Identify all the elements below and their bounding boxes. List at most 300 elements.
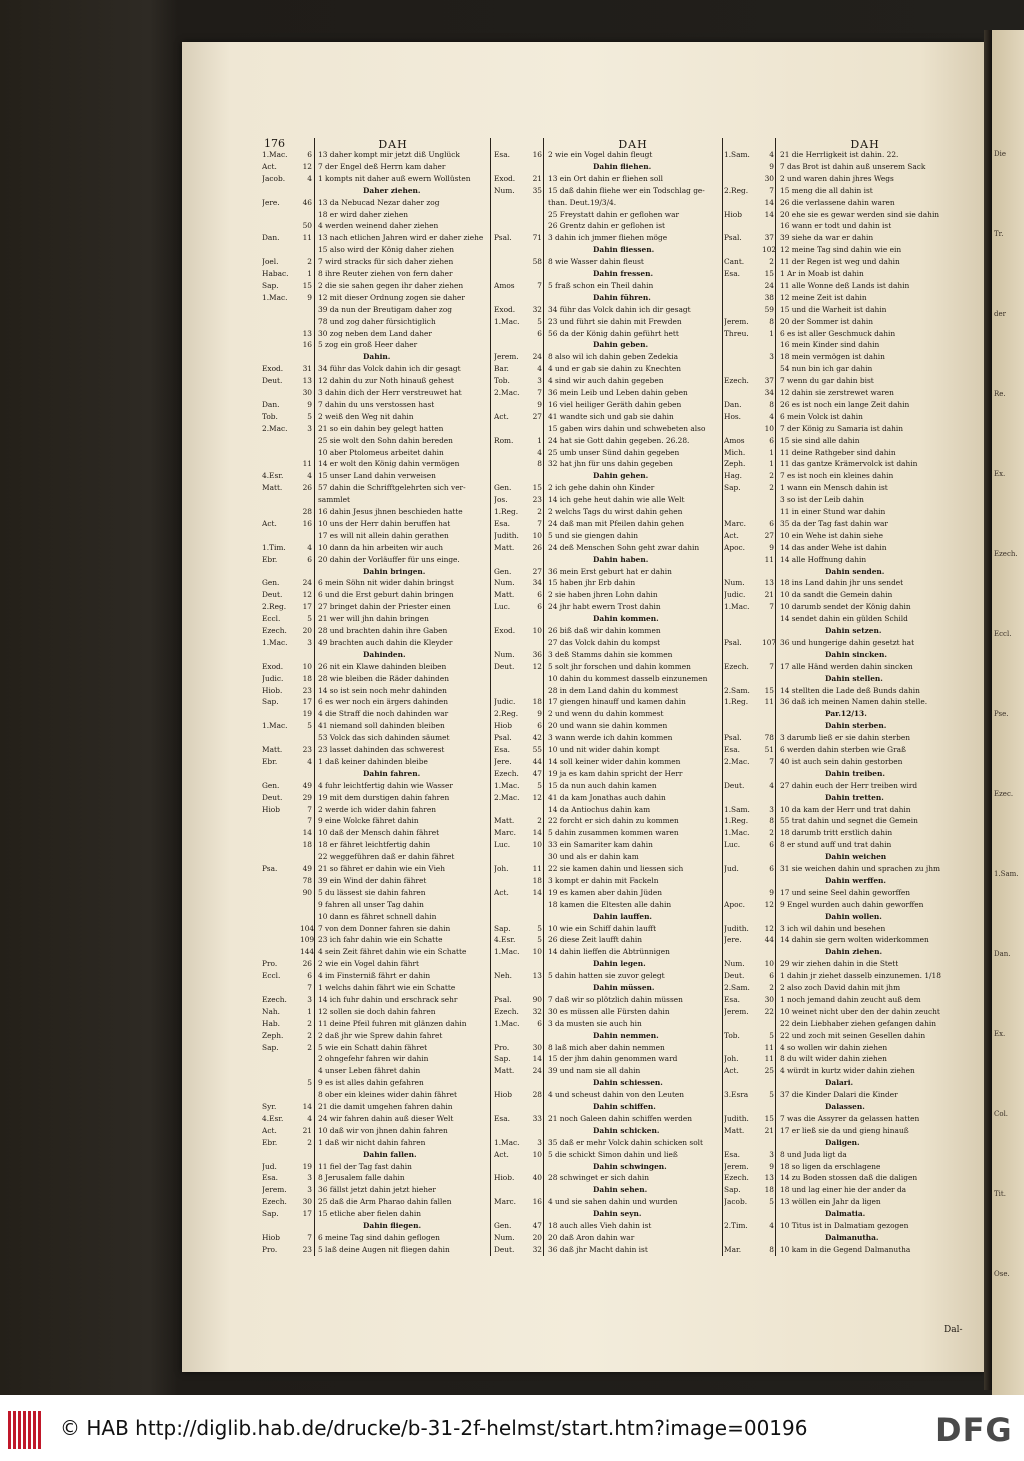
chapter-ref: 7: [307, 983, 312, 992]
index-entry: [262, 1102, 484, 1112]
entry-text: 36 fällst jetzt dahin jetzt hieher: [318, 1185, 436, 1195]
index-entry: [262, 459, 484, 469]
index-entry: [494, 507, 724, 517]
entry-text: 4 würdt in kurtz wider dahin ziehen: [780, 1066, 915, 1076]
entry-text: 18 mein vermögen ist dahin: [780, 352, 885, 362]
index-entry: [494, 495, 724, 505]
entry-text: 8 laß mich aber dahin nemmen: [548, 1042, 665, 1052]
index-entry: [724, 555, 956, 565]
chapter-ref: 6: [769, 864, 774, 873]
column-divider-left: [722, 138, 723, 1256]
entry-text: 7 es ist noch ein kleines dahin: [780, 471, 894, 481]
entry-text: 40 ist auch sein dahin gestorben: [780, 756, 903, 766]
entry-text: 25 Freystatt dahin er geflohen war: [548, 209, 680, 219]
chapter-ref: 34: [764, 388, 774, 397]
entry-heading: Dahin werffen.: [825, 875, 886, 885]
index-entry: [724, 793, 956, 803]
index-entry: [494, 424, 724, 434]
chapter-ref: 55: [532, 745, 542, 754]
index-entry: [494, 1209, 724, 1219]
index-entry: [494, 709, 724, 719]
chapter-ref: 5: [769, 1090, 774, 1100]
index-entry: [724, 352, 956, 362]
chapter-ref: 26: [302, 959, 312, 969]
entry-text: 5 du lässest sie dahin fahren: [318, 887, 426, 897]
index-entry: [262, 1233, 484, 1243]
entry-text: 15 haben jhr Erb dahin: [548, 578, 636, 588]
book-ref: 2.Tim.: [724, 1221, 748, 1230]
entry-text: 8 ihre Reuter ziehen von fern daher: [318, 269, 453, 278]
index-entry: [724, 697, 956, 707]
chapter-ref: 12: [764, 923, 774, 933]
facing-page-edge: [992, 30, 1024, 1395]
entry-text: 17 und seine Seel dahin geworffen: [780, 887, 911, 897]
book-ref: Joh.: [724, 1054, 739, 1064]
facing-page-fragment: Col.: [994, 1110, 1009, 1118]
index-entry: [724, 293, 956, 303]
entry-text: 8 also wil ich dahin geben Zedekia: [548, 352, 678, 362]
index-entry: [494, 1066, 724, 1076]
chapter-ref: 6: [307, 554, 312, 564]
book-ref: Hab.: [262, 1018, 280, 1028]
entry-text: 11 alle Wonne deß Lands ist dahin: [780, 280, 910, 290]
entry-text: 36 mein Erst geburt hat er dahin: [548, 566, 672, 576]
book-ref: Jerem.: [724, 316, 749, 326]
entry-text: 13 ein Ort dahin er fliehen soll: [548, 173, 664, 183]
entry-text: 21 die Herrligkeit ist dahin. 22.: [780, 150, 899, 159]
entry-heading: Dahin senden.: [825, 566, 885, 576]
book-ref: Gen.: [494, 483, 512, 493]
entry-text: 35 da der Tag fast dahin war: [780, 518, 888, 528]
entry-text: 26 diese Zeit laufft dahin: [548, 935, 643, 945]
index-entry: [494, 674, 724, 684]
entry-text: 39 siehe da war er dahin: [780, 233, 874, 243]
chapter-ref: 1: [537, 435, 542, 445]
entry-text: 36 daß ich meinen Namen dahin stelle.: [780, 697, 928, 707]
book-ref: Jud.: [724, 864, 739, 873]
chapter-ref: 4: [769, 1221, 774, 1230]
chapter-ref: 15: [764, 269, 774, 278]
book-ref: Ebr.: [262, 554, 278, 564]
book-ref: 2.Sam.: [724, 685, 750, 695]
chapter-ref: 5: [537, 780, 542, 790]
entry-text: 2 wie ein Vogel dahin fleugt: [548, 150, 653, 159]
chapter-ref: 14: [302, 828, 312, 838]
index-entry: [494, 1233, 724, 1243]
index-entry: [724, 1031, 956, 1041]
book-ref: 4.Esr.: [262, 471, 284, 481]
index-entry: [494, 864, 724, 874]
entry-text: 16 mein Kinder sind dahin: [780, 340, 880, 350]
chapter-ref: 78: [302, 875, 312, 885]
book-ref: Luc.: [724, 840, 741, 850]
chapter-ref: 4: [307, 471, 312, 481]
index-entry: [724, 198, 956, 208]
index-entry: [724, 816, 956, 826]
index-entry: [262, 578, 484, 588]
chapter-ref: 47: [532, 1221, 542, 1230]
entry-text: 8 wie Wasser dahin fleust: [548, 257, 644, 267]
index-entry: [262, 495, 484, 505]
entry-text: 13 nach etlichen Jahren wird er daher ziehe: [318, 233, 484, 243]
index-entry: [724, 852, 956, 862]
chapter-ref: 6: [537, 602, 542, 612]
index-entry: [262, 840, 484, 850]
chapter-ref: 4: [307, 756, 312, 766]
index-entry: [494, 1162, 724, 1172]
index-entry: [494, 567, 724, 577]
chapter-ref: 16: [302, 518, 312, 528]
index-entry: [494, 626, 724, 636]
entry-text: 15 und die Warheit ist dahin: [780, 304, 887, 314]
chapter-ref: 3: [307, 1173, 312, 1183]
index-entry: [262, 1090, 484, 1100]
entry-text: 18 so ligen da erschlagene: [780, 1161, 881, 1171]
chapter-ref: 36: [532, 649, 542, 659]
index-entry: [724, 947, 956, 957]
book-ref: Jere.: [262, 197, 280, 207]
index-entry: [494, 1043, 724, 1053]
chapter-ref: 38: [764, 292, 774, 302]
chapter-ref: 32: [532, 1006, 542, 1016]
chapter-ref: 16: [532, 1197, 542, 1207]
book-ref: Esa.: [494, 1113, 510, 1123]
entry-text: 10 daß der Mensch dahin fähret: [318, 828, 440, 838]
entry-text: 27 das Volck dahin du kompst: [548, 637, 661, 647]
index-entry: [494, 769, 724, 779]
index-entry: [494, 281, 724, 291]
entry-text: 34 führ das Volck dahin ich dir gesagt: [548, 304, 691, 314]
entry-text: 25 umb unser Sünd dahin gegeben: [548, 447, 680, 457]
facing-page-fragment: Ex.: [994, 470, 1006, 478]
chapter-ref: 18: [302, 840, 312, 850]
book-ref: Cant.: [724, 257, 745, 267]
entry-text: 15 unser Land dahin verweisen: [318, 471, 436, 481]
book-ref: Deut.: [494, 661, 515, 671]
book-ref: Jacob.: [262, 173, 286, 183]
index-entry: [494, 412, 724, 422]
index-entry: [724, 1197, 956, 1207]
index-entry: [724, 614, 956, 624]
entry-text: 5 wie ein Schatt dahin fähret: [318, 1042, 428, 1052]
entry-text: 15 daß dahin fliehe wer ein Todschlag ge-: [548, 185, 705, 195]
entry-text: 6 werden dahin sterben wie Graß: [780, 745, 906, 754]
entry-heading: Daligen.: [825, 1137, 860, 1147]
entry-text: than. Deut.19/3/4.: [548, 197, 617, 207]
book-ref: Ezech.: [494, 1006, 519, 1016]
book-ref: Judic.: [262, 673, 284, 683]
book-ref: Jud.: [262, 1161, 277, 1171]
index-entry: [724, 471, 956, 481]
chapter-ref: 21: [532, 173, 542, 183]
book-ref: Act.: [494, 1149, 509, 1159]
entry-text: 25 sie wolt den Sohn dahin bereden: [318, 435, 453, 445]
entry-text: 11 fiel der Tag fast dahin: [318, 1161, 412, 1171]
chapter-ref: 17: [302, 697, 312, 707]
book-ref: Apoc.: [724, 899, 746, 909]
index-entry: [262, 709, 484, 719]
book-ref: Joel.: [262, 257, 279, 267]
index-entry: [494, 1126, 724, 1136]
index-entry: [262, 733, 484, 743]
chapter-ref: 3: [307, 423, 312, 433]
entry-text: 15 also wird der König daher ziehen: [318, 245, 455, 255]
entry-heading: Dahin setzen.: [825, 626, 882, 635]
chapter-ref: 11: [764, 554, 774, 564]
index-entry: [262, 150, 484, 160]
chapter-ref: 30: [302, 1197, 312, 1207]
entry-text: 20 daß Aron dahin war: [548, 1232, 635, 1242]
entry-text: 18 er fähret leichtfertig dahin: [318, 840, 431, 850]
entry-text: 28 in dem Land dahin du kommest: [548, 685, 679, 695]
entry-heading: Dahin stellen.: [825, 673, 883, 683]
index-entry: [494, 1185, 724, 1195]
book-ref: Judith.: [494, 530, 519, 540]
chapter-ref: 1: [769, 459, 774, 469]
entry-text: 14 ich gehe heut dahin wie alle Welt: [548, 495, 685, 505]
chapter-ref: 4: [307, 173, 312, 183]
chapter-ref: 28: [532, 1090, 542, 1100]
index-entry: [262, 876, 484, 886]
book-ref: Sap.: [494, 1054, 511, 1064]
book-ref: Psal.: [724, 733, 742, 743]
book-ref: Deut.: [262, 376, 283, 386]
index-entry: [494, 150, 724, 160]
entry-text: sammlet: [318, 495, 350, 505]
book-ref: Matt.: [494, 542, 515, 552]
entry-text: 12 meine Tag sind dahin wie ein: [780, 245, 902, 255]
book-ref: 1.Mac.: [494, 947, 520, 957]
book-ref: 1.Mac.: [262, 721, 288, 731]
chapter-ref: 4: [537, 447, 542, 457]
chapter-ref: 1: [769, 328, 774, 338]
index-entry: [724, 305, 956, 315]
book-ref: Sap.: [724, 483, 741, 493]
book-ref: Neh.: [494, 971, 512, 981]
book-ref: 3.Esra: [724, 1090, 749, 1100]
index-entry: [494, 186, 724, 196]
book-ref: Sap.: [262, 280, 279, 290]
index-entry: [262, 352, 484, 362]
book-ref: Esa.: [724, 269, 740, 278]
index-entry: [724, 388, 956, 398]
entry-heading: Dahin fallen.: [363, 1149, 417, 1159]
index-entry: [262, 1197, 484, 1207]
index-entry: [262, 805, 484, 815]
chapter-ref: 27: [532, 566, 542, 576]
index-entry: [494, 352, 724, 362]
chapter-ref: 5: [307, 721, 312, 731]
index-entry: [494, 900, 724, 910]
entry-heading: Dahin wollen.: [825, 911, 882, 921]
entry-text: 39 da nun der Breutigam daher zog: [318, 304, 453, 314]
index-entry: [724, 1007, 956, 1017]
book-ref: Jere.: [724, 935, 742, 945]
book-ref: 1.Mac.: [494, 1137, 520, 1147]
chapter-ref: 7: [307, 1232, 312, 1242]
book-ref: 4.Esr.: [262, 1113, 284, 1123]
index-entry: [494, 888, 724, 898]
index-entry: [262, 436, 484, 446]
index-entry: [262, 1054, 484, 1064]
chapter-ref: 42: [532, 733, 542, 743]
entry-text: 2 ohngefehr fahren wir dahin: [318, 1054, 429, 1064]
entry-text: 7 wird stracks für sich daher ziehen: [318, 257, 454, 267]
entry-text: 30 es müssen alle Fürsten dahin: [548, 1006, 670, 1016]
chapter-ref: 47: [532, 768, 542, 778]
chapter-ref: 4: [537, 364, 542, 374]
book-ref: Marc.: [494, 828, 516, 838]
index-entry: [262, 1126, 484, 1136]
index-entry: [494, 745, 724, 755]
chapter-ref: 21: [764, 1125, 774, 1135]
entry-text: 18 auch alles Vieh dahin ist: [548, 1221, 652, 1230]
entry-heading: Dahin fliessen.: [593, 245, 655, 255]
index-entry: [724, 364, 956, 374]
index-entry: [262, 186, 484, 196]
index-entry: [724, 531, 956, 541]
index-entry: [262, 935, 484, 945]
index-entry: [494, 257, 724, 267]
entry-text: 22 sie kamen dahin und liessen sich: [548, 864, 684, 873]
book-ref: Jere.: [494, 756, 512, 766]
entry-text: 36 mein Leib und Leben dahin geben: [548, 388, 688, 397]
index-entry: [724, 269, 956, 279]
entry-text: 15 meng die all dahin ist: [780, 185, 873, 195]
index-entry: [724, 1019, 956, 1029]
entry-text: 6 und die Erst geburt dahin bringen: [318, 590, 454, 600]
index-entry: [262, 221, 484, 231]
index-entry: [262, 317, 484, 327]
entry-text: 12 dahin du zur Noth hinauß gehest: [318, 376, 454, 386]
entry-heading: Dahin sincken.: [825, 649, 887, 659]
entry-heading: Dahin schiessen.: [593, 1078, 663, 1088]
entry-heading: Dalmatia.: [825, 1209, 866, 1219]
entry-text: 14 zu Boden stossen daß die daligen: [780, 1173, 918, 1183]
book-ref: Esa.: [494, 150, 510, 159]
entry-text: 8 und Juda ligt da: [780, 1149, 847, 1159]
entry-text: 6 mein Volck ist dahin: [780, 411, 863, 421]
book-ref: 2.Sam.: [724, 983, 750, 992]
entry-text: 8 du wilt wider dahin ziehen: [780, 1054, 887, 1064]
index-entry: [494, 1221, 724, 1231]
entry-text: 14 dahin lieffen die Abtrünnigen: [548, 947, 670, 957]
chapter-ref: 59: [764, 304, 774, 314]
index-entry: [724, 626, 956, 636]
entry-text: 21 so fähret er dahin wie ein Vieh: [318, 864, 446, 873]
entry-text: 39 und nam sie all dahin: [548, 1066, 641, 1076]
index-entry: [494, 1138, 724, 1148]
entry-text: 4 sein Zeit fähret dahin wie ein Schatte: [318, 947, 467, 957]
index-entry: [724, 805, 956, 815]
index-entry: [724, 221, 956, 231]
book-ref: Tob.: [494, 376, 510, 386]
book-ref: 1.Reg.: [494, 507, 519, 516]
index-entry: [494, 233, 724, 243]
entry-text: 1 Ar in Moab ist dahin: [780, 269, 864, 278]
book-ref: Num.: [724, 578, 745, 588]
index-entry: [494, 638, 724, 648]
index-entry: [262, 448, 484, 458]
index-entry: [262, 388, 484, 398]
entry-text: 22 forcht er sich dahin zu kommen: [548, 816, 679, 826]
chapter-ref: 7: [537, 518, 542, 528]
book-ref: 1.Sam.: [724, 150, 750, 159]
index-entry: [262, 1066, 484, 1076]
entry-text: 16 wann er todt und dahin ist: [780, 221, 892, 231]
index-entry: [494, 555, 724, 565]
entry-text: 4 fuhr leichtfertig dahin wie Wasser: [318, 780, 453, 790]
chapter-ref: 11: [764, 1042, 774, 1052]
chapter-ref: 30: [302, 388, 312, 397]
dfg-logo: DFG: [935, 1411, 1013, 1449]
book-ref: Hiob.: [262, 685, 283, 695]
index-entry: [724, 340, 956, 350]
chapter-ref: 19: [302, 709, 312, 719]
entry-text: 21 die damit umgehen fahren dahin: [318, 1102, 453, 1111]
entry-text: 5 fraß schon ein Theil dahin: [548, 280, 654, 290]
facing-page-fragment: Re.: [994, 390, 1006, 398]
index-entry: [494, 436, 724, 446]
book-ref: Esa.: [494, 518, 510, 528]
book-ref: Matt.: [494, 1066, 515, 1076]
entry-text: 1 daß wir nicht dahin fahren: [318, 1137, 426, 1147]
entry-heading: Dahin nemmen.: [593, 1030, 659, 1040]
chapter-ref: 35: [532, 185, 542, 195]
chapter-ref: 49: [302, 780, 312, 790]
chapter-ref: 8: [769, 316, 774, 326]
index-entry: [724, 602, 956, 612]
chapter-ref: 109: [300, 935, 315, 945]
book-ref: Act.: [494, 411, 509, 421]
entry-text: 30 und als er dahin kam: [548, 852, 639, 862]
book-ref: Jerem.: [724, 1161, 749, 1171]
entry-text: 2 die sie sahen gegen ihr daher ziehen: [318, 280, 464, 290]
entry-text: 7 der Engel deß Herrn kam daher: [318, 161, 446, 171]
index-entry: [494, 947, 724, 957]
entry-text: 19 es kamen aber dahin Jüden: [548, 887, 662, 897]
chapter-ref: 71: [532, 233, 542, 243]
entry-text: 2 also zoch David dahin mit jhm: [780, 983, 901, 992]
index-entry: [494, 269, 724, 279]
index-entry: [724, 1138, 956, 1148]
entry-text: 10 ein Wehe ist dahin siehe: [780, 530, 883, 540]
book-ref: 1.Mac.: [262, 637, 288, 647]
index-entry: [724, 150, 956, 160]
book-ref: Ezech.: [724, 1173, 749, 1183]
index-entry: [494, 959, 724, 969]
entry-text: 27 dahin euch der Herr treiben wird: [780, 780, 918, 790]
chapter-ref: 13: [302, 328, 312, 338]
footer-copyright-url[interactable]: © HAB http://diglib.hab.de/drucke/b-31-2f-helmst/start.htm?image=00196: [60, 1416, 808, 1440]
index-entry: [494, 388, 724, 398]
entry-text: 49 brachten auch dahin die Kleyder: [318, 637, 453, 647]
index-entry: [262, 816, 484, 826]
entry-heading: Dalmanutha.: [825, 1232, 879, 1242]
entry-heading: Dahin.: [363, 352, 391, 362]
chapter-ref: 3: [307, 637, 312, 647]
chapter-ref: 11: [764, 1054, 774, 1064]
chapter-ref: 15: [764, 1113, 774, 1123]
chapter-ref: 90: [302, 887, 312, 897]
chapter-ref: 6: [537, 328, 542, 338]
chapter-ref: 6: [307, 150, 312, 159]
index-entry: [262, 912, 484, 922]
index-entry: [724, 959, 956, 969]
entry-text: 7 der König zu Samaria ist dahin: [780, 423, 904, 433]
chapter-ref: 23: [302, 1244, 312, 1254]
chapter-ref: 4: [769, 411, 774, 421]
